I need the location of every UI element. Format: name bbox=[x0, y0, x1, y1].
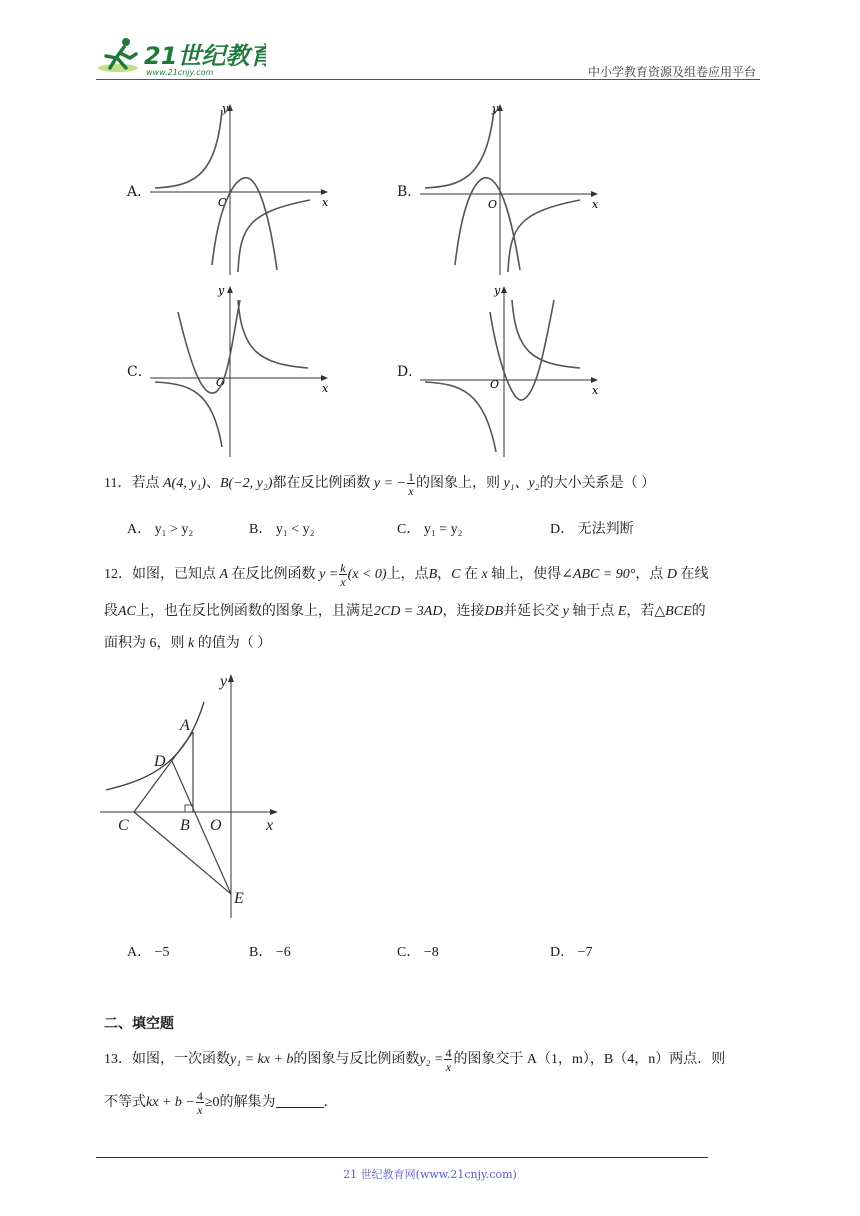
svg-text:y: y bbox=[218, 284, 225, 297]
svg-text:O: O bbox=[216, 376, 226, 389]
option-c-graph bbox=[150, 282, 340, 457]
question-12-line-3: 面积为 6，则 k 的值为（ ） bbox=[104, 636, 272, 651]
svg-text:x: x bbox=[592, 198, 599, 211]
option-c-label: C． bbox=[127, 364, 152, 380]
section-title: 二、填空题 bbox=[104, 1016, 174, 1032]
q12-choice-b[interactable]: B． −6 bbox=[249, 945, 291, 960]
fig12-label-a: A bbox=[180, 717, 190, 734]
svg-text:y: y bbox=[492, 102, 499, 115]
option-b-label: B． bbox=[397, 184, 422, 200]
footer-divider bbox=[96, 1157, 708, 1158]
footer-link[interactable]: 21 世纪教育网(www.21cnjy.com) bbox=[343, 1168, 517, 1181]
q11-choice-a[interactable]: A． y₁ > y₂ bbox=[127, 522, 194, 537]
q12-choice-c[interactable]: C． −8 bbox=[397, 945, 439, 960]
fig12-label-b: B bbox=[180, 817, 190, 834]
fig12-label-x: x bbox=[266, 817, 274, 834]
q11-choice-b[interactable]: B． y₁ < y₂ bbox=[249, 522, 315, 537]
runner-logo-icon bbox=[96, 34, 266, 78]
q12-choice-d[interactable]: D． −7 bbox=[550, 945, 593, 960]
question-13-line-1: 13．如图，一次函数y₁ = kx + b的图象与反比例函数y₂ = $\frac{4}{x}$ 的图象交于 A（1，m），B（4，n）两点．则 bbox=[104, 1046, 726, 1074]
question-12-line-1: 12．如图，已知点 A 在反比例函数 y = $\frac{k}{x}$ (x < 0)上，点B，C 在 x 轴上，使得∠ABC = 90°，点 D 在线 bbox=[104, 561, 709, 589]
platform-name: 中小学教育资源及组卷应用平台 bbox=[587, 65, 756, 79]
svg-text:O: O bbox=[490, 378, 500, 391]
q11-choice-d[interactable]: D． 无法判断 bbox=[550, 522, 634, 537]
svg-text:x: x bbox=[322, 382, 329, 395]
option-d-label: D． bbox=[397, 364, 423, 380]
fig12-label-o: O bbox=[210, 817, 222, 834]
option-a-label: A． bbox=[127, 184, 152, 200]
fig12-label-d: D bbox=[154, 753, 166, 770]
svg-text:x: x bbox=[322, 196, 329, 209]
logo-text: 21世纪教育 bbox=[144, 42, 266, 70]
option-a-graph bbox=[150, 100, 340, 275]
header-divider bbox=[96, 79, 760, 80]
site-logo bbox=[96, 34, 266, 78]
fig12-label-e: E bbox=[234, 890, 244, 907]
question-12-figure bbox=[96, 668, 286, 923]
fig12-label-y: y bbox=[220, 673, 228, 690]
svg-text:O: O bbox=[488, 198, 498, 211]
svg-text:O: O bbox=[218, 196, 228, 209]
question-12-line-2: 段AC上，也在反比例函数的图象上，且满足2CD = 3AD，连接DB并延长交 y 轴于点 E，若△BCE的 bbox=[104, 604, 706, 619]
answer-blank[interactable] bbox=[276, 1093, 324, 1108]
question-11: 11．若点 A(4, y₁)、B(−2, y₂)都在反比例函数 y = − $\frac{1}{x}$ 的图象上，则 y₁、y₂的大小关系是（ ） bbox=[104, 470, 656, 498]
question-13-line-2: 不等式kx + b − $\frac{4}{x}$ ≥0的解集为 ． bbox=[104, 1089, 338, 1117]
q12-choice-a[interactable]: A． −5 bbox=[127, 945, 170, 960]
svg-text:y: y bbox=[494, 284, 501, 297]
svg-text:x: x bbox=[592, 384, 599, 397]
svg-text:y: y bbox=[222, 102, 229, 115]
q11-choice-c[interactable]: C． y₁ = y₂ bbox=[397, 522, 463, 537]
svg-text:www.21cnjy.com: www.21cnjy.com bbox=[146, 68, 214, 77]
option-b-graph bbox=[420, 100, 610, 275]
fig12-label-c: C bbox=[118, 817, 129, 834]
option-d-graph bbox=[420, 282, 610, 457]
